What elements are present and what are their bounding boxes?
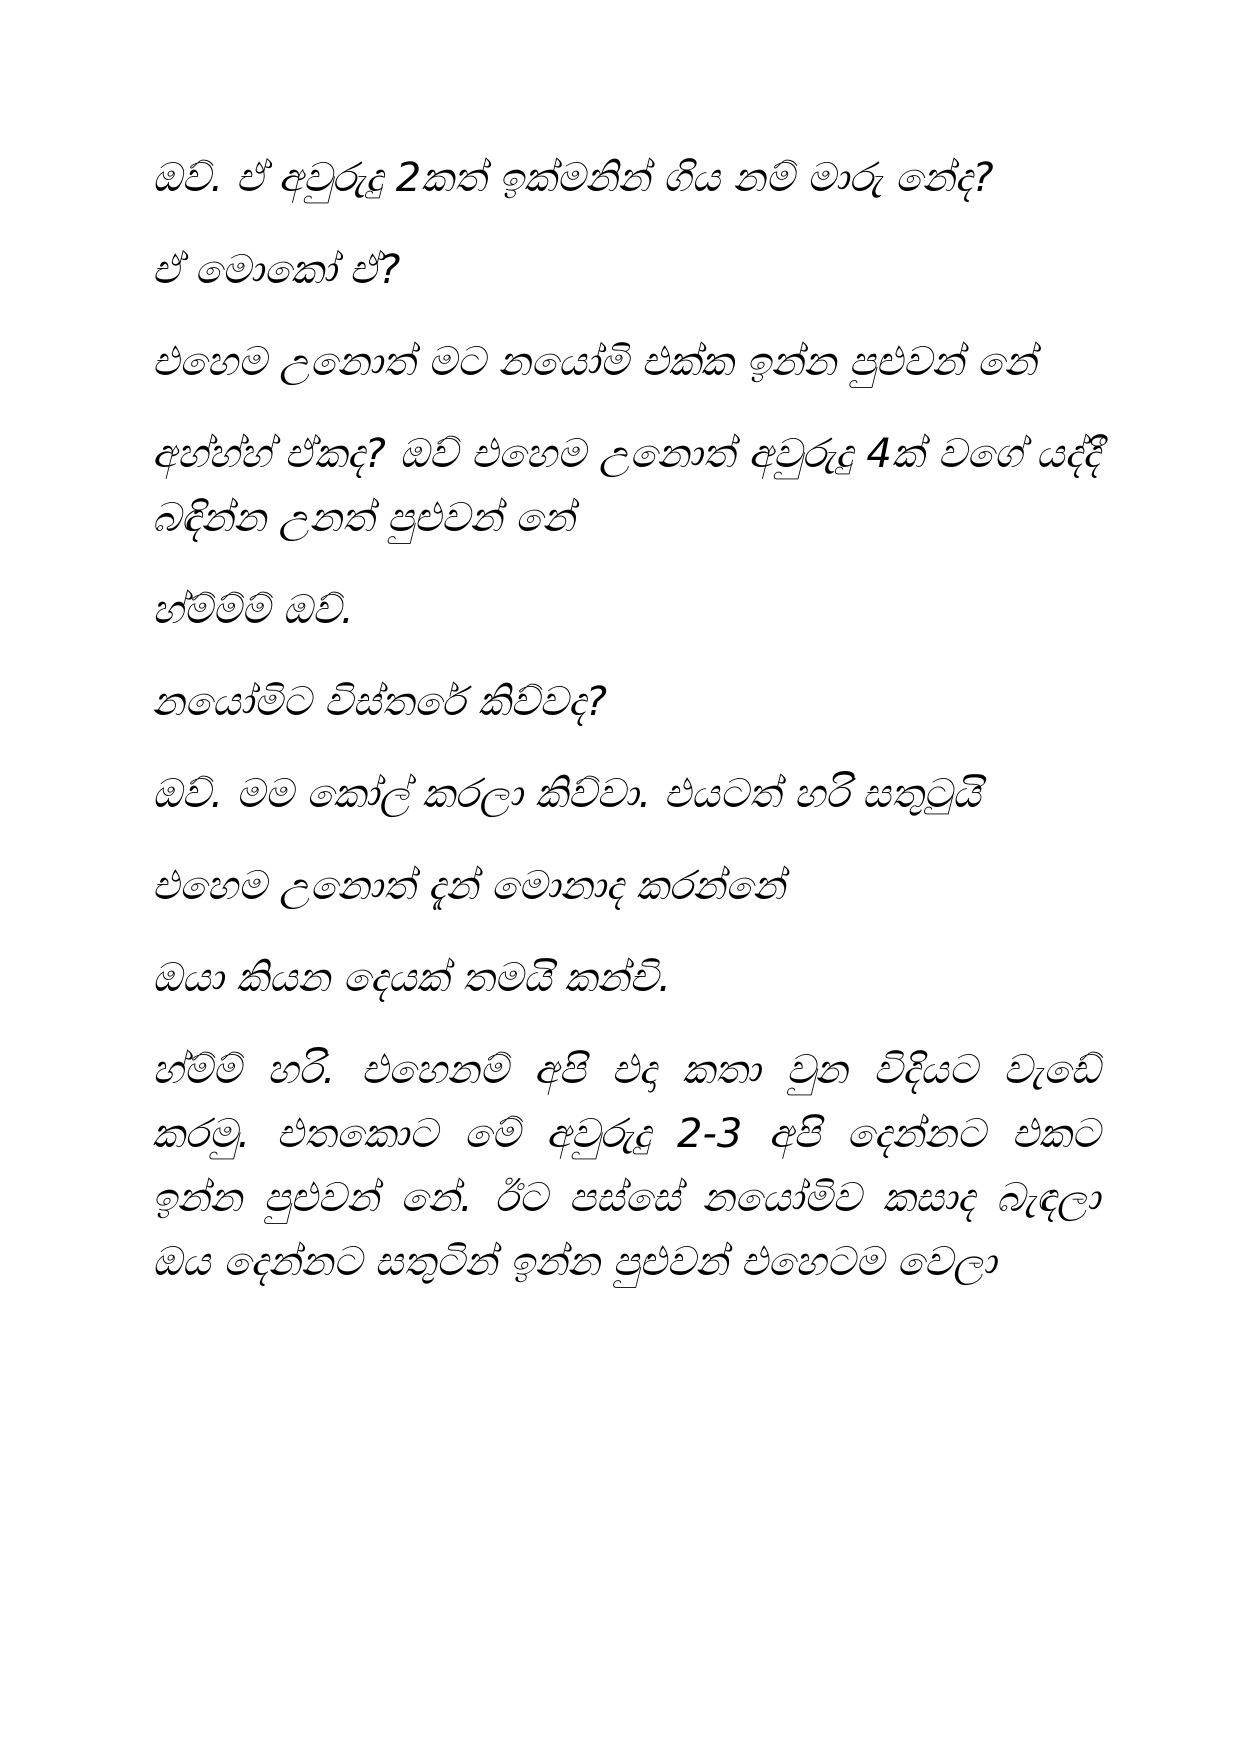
paragraph: ඒ මොකෝ ඒ? xyxy=(152,247,401,293)
paragraph: ඔව්. මම කෝල් කරලා කිව්වා. එයටත් හරි සතුටුයි xyxy=(152,771,981,817)
paragraph: අහ්හ්හ් ඒකද? ඔව් එහෙම උනොත් අවුරුදු 4ක් වගේ යද්දී බඳින්න උනත් පුළුවන් නේ xyxy=(152,431,1100,541)
paragraph: හ්ම්ම් හරි. එහෙනම් අපි එදා කතා වුන විදියට වැඩේ කරමු. එතකොට මේ අවුරුදු 2-3 අපි දෙන්නට එකට ඉන්න පුළුවන් නේ. ඊට පස්සේ නයෝමිව කසාද බැඳලා ඔය දෙන්නට සතුටින් ඉන්න පුළුවන් එහෙටම වෙලා xyxy=(152,1047,1100,1285)
paragraph: ඔයා කියන දෙයක් තමයි කන්චි. xyxy=(152,955,671,1001)
paragraph: නයෝමිට විස්තරේ කිව්වද? xyxy=(152,679,607,725)
paragraph: එහෙම උනොත් දැන් මොනාද කරන්නේ xyxy=(152,863,785,909)
paragraph: එහෙම උනොත් මට නයෝමි එක්ක ඉන්න පුළුවන් නේ xyxy=(152,339,1037,385)
paragraph: හ්ම්ම්ම් ඔව්. xyxy=(152,587,354,633)
paragraph: ඔව්. ඒ අවුරුදු 2කත් ඉක්මනින් ගිය නම් මාරු නේද? xyxy=(152,155,994,201)
